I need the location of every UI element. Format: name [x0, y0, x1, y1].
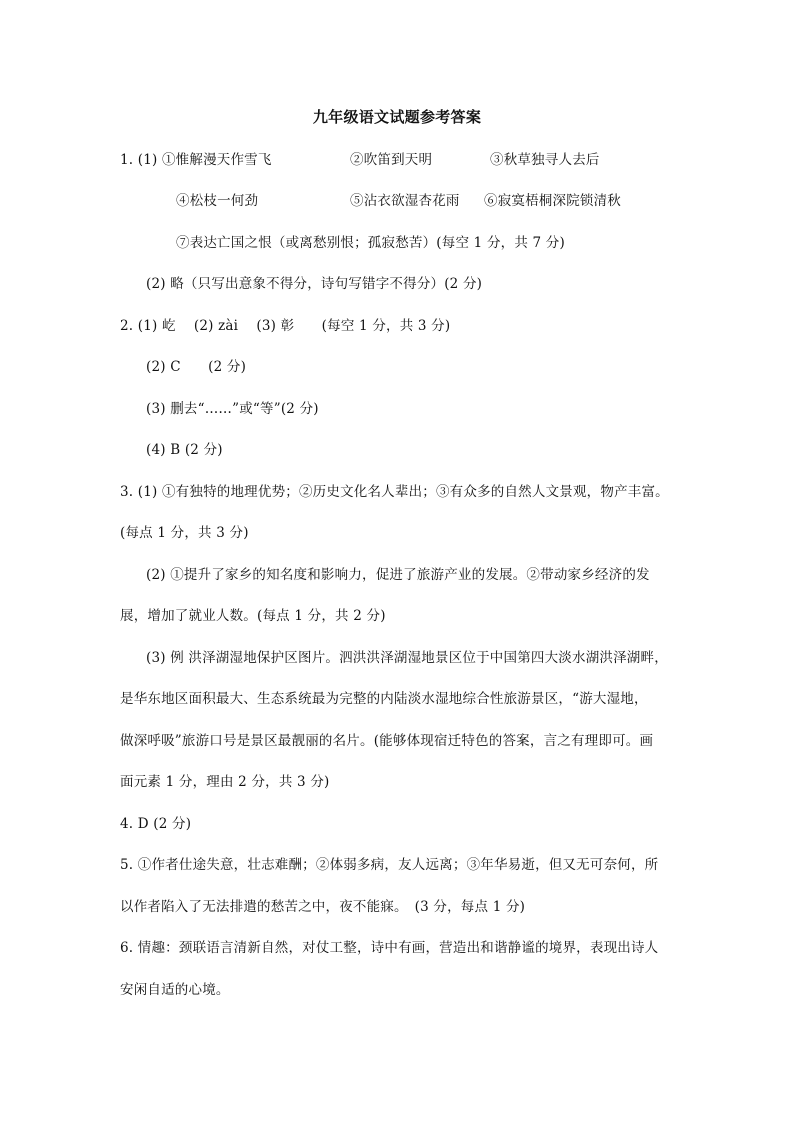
- q2-line-c: (3) 删去“……”或“等”(2 分): [146, 401, 319, 417]
- q1-line-c: ③秋草独寻人去后: [490, 152, 600, 168]
- q3-line-g: 做深呼吸”旅游口号是景区最靓丽的名片。(能够体现宿迁特色的答案，言之有理即可。画: [120, 733, 654, 749]
- q3-line-c: (2) ①提升了家乡的知名度和影响力，促进了旅游产业的发展。②带动家乡经济的发: [146, 567, 650, 583]
- q3-line-b: (每点 1 分，共 3 分): [120, 525, 249, 541]
- q5-line-a: 5. ①作者仕途失意，壮志难酬；②体弱多病，友人远离；③年华易逝，但又无可奈何，所: [120, 857, 659, 873]
- q1-line-g: ⑦表达亡国之恨（或离愁别恨；孤寂愁苦）(每空 1 分，共 7 分): [176, 235, 565, 251]
- q3-line-d: 展，增加了就业人数。(每点 1 分，共 2 分): [120, 608, 386, 624]
- q2-line-d: (4) B (2 分): [146, 442, 223, 458]
- q1-line-d: ④松枝一何劲: [176, 193, 259, 209]
- q1-line-h: (2) 略（只写出意象不得分，诗句写错字不得分）(2 分): [146, 276, 483, 292]
- q6-line-a: 6. 情趣：颈联语言清新自然，对仗工整，诗中有画，营造出和谐静谧的境界，表现出诗人: [120, 940, 659, 956]
- page-title: 九年级语文试题参考答案: [312, 108, 482, 126]
- q5-line-b: 以作者陷入了无法排遣的愁苦之中，夜不能寐。 (3 分，每点 1 分): [120, 899, 526, 915]
- q3-line-e: (3) 例 洪泽湖湿地保护区图片。泗洪洪泽湖湿地景区位于中国第四大淡水湖洪泽湖畔，: [146, 650, 668, 666]
- q4-line-a: 4. D (2 分): [120, 816, 192, 832]
- q1-line-f: ⑥寂寞梧桐深院锁清秋: [484, 193, 621, 209]
- q6-line-b: 安闲自适的心境。: [120, 982, 230, 998]
- q3-line-h: 面元素 1 分，理由 2 分，共 3 分): [120, 774, 330, 790]
- q1-line-b: ②吹笛到天明: [350, 152, 433, 168]
- q3-line-f: 是华东地区面积最大、生态系统最为完整的内陆淡水湿地综合性旅游景区，“游大湿地，: [120, 691, 648, 707]
- q2-line-b: (2) C (2 分): [146, 359, 247, 375]
- q1-line-e: ⑤沾衣欲湿杏花雨: [350, 193, 460, 209]
- q3-line-a: 3. (1) ①有独特的地理优势；②历史文化名人辈出；③有众多的自然人文景观，物产丰富。: [120, 484, 669, 500]
- q1-line-a: 1. (1) ①惟解漫天作雪飞: [120, 152, 272, 168]
- q2-line-a: 2. (1) 屹 (2) zài (3) 彰 (每空 1 分，共 3 分): [120, 318, 451, 334]
